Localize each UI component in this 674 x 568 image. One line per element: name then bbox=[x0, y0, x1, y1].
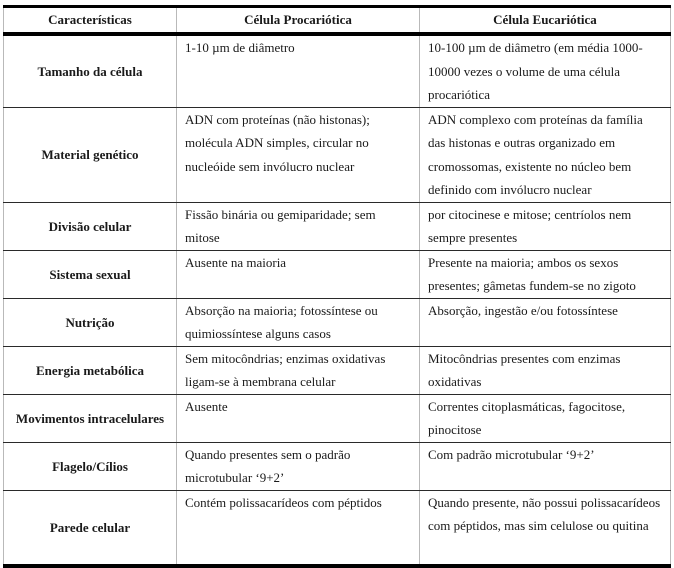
table-row bbox=[4, 442, 671, 490]
feature-cell bbox=[4, 298, 177, 346]
feature-label: Parede celular bbox=[49, 519, 131, 535]
feature-cell bbox=[4, 107, 177, 202]
eukaryotic-cell bbox=[420, 298, 671, 346]
prokaryotic-cell bbox=[177, 298, 420, 346]
prokaryotic-cell bbox=[177, 442, 420, 490]
table-row bbox=[4, 202, 671, 250]
prokaryotic-text: ADN com proteínas (não histonas); molécula ADN simples, circular no nucleóide sem invólucro nuclear bbox=[185, 111, 370, 174]
comparison-table bbox=[3, 5, 671, 568]
eukaryotic-cell bbox=[420, 107, 671, 202]
eukaryotic-text: Absorção, ingestão e/ou fotossíntese bbox=[428, 302, 618, 318]
header-eukaryotic: Célula Eucariótica bbox=[420, 7, 671, 35]
table-row bbox=[4, 107, 671, 202]
table-row bbox=[4, 34, 671, 107]
feature-label: Sistema sexual bbox=[49, 266, 131, 282]
eukaryotic-cell bbox=[420, 202, 671, 250]
table-row bbox=[4, 298, 671, 346]
table-row bbox=[4, 346, 671, 394]
header-prokaryotic: Célula Procariótica bbox=[177, 7, 420, 35]
feature-label: Flagelo/Cílios bbox=[52, 458, 128, 474]
prokaryotic-cell bbox=[177, 490, 420, 566]
eukaryotic-text: ADN complexo com proteínas da família das histonas e outras organizado em cromossomas, existente no núcleo bem definido com invólucro nuclear bbox=[428, 111, 643, 197]
prokaryotic-text: 1-10 µm de diâmetro bbox=[185, 40, 295, 55]
eukaryotic-text: Mitocôndrias presentes com enzimas oxidativas bbox=[428, 350, 621, 389]
feature-cell bbox=[4, 346, 177, 394]
prokaryotic-cell bbox=[177, 202, 420, 250]
feature-label: Nutrição bbox=[65, 314, 115, 330]
prokaryotic-text: Fissão binária ou gemiparidade; sem mitose bbox=[185, 206, 376, 245]
feature-cell bbox=[4, 394, 177, 442]
feature-label: Tamanho da célula bbox=[37, 63, 143, 79]
eukaryotic-text: por citocinese e mitose; centríolos nem sempre presentes bbox=[428, 206, 632, 245]
prokaryotic-text: Ausente na maioria bbox=[185, 254, 287, 270]
feature-cell bbox=[4, 490, 177, 566]
eukaryotic-text: Quando presente, não possui polissacarídeos com péptidos, mas sim celulose ou quitina bbox=[428, 494, 661, 533]
feature-label: Material genético bbox=[41, 147, 139, 162]
prokaryotic-cell bbox=[177, 107, 420, 202]
feature-label: Divisão celular bbox=[48, 218, 132, 234]
eukaryotic-text: Presente na maioria; ambos os sexos presentes; gâmetas fundem-se no zigoto bbox=[428, 254, 636, 293]
eukaryotic-cell bbox=[420, 490, 671, 566]
eukaryotic-text: Com padrão microtubular ‘9+2’ bbox=[428, 446, 595, 462]
eukaryotic-cell bbox=[420, 250, 671, 298]
table-row bbox=[4, 490, 671, 566]
prokaryotic-cell bbox=[177, 394, 420, 442]
prokaryotic-cell bbox=[177, 250, 420, 298]
header-row bbox=[4, 7, 671, 35]
table-row bbox=[4, 394, 671, 442]
prokaryotic-text: Ausente bbox=[185, 398, 228, 414]
prokaryotic-text: Sem mitocôndrias; enzimas oxidativas ligam-se à membrana celular bbox=[185, 350, 386, 389]
eukaryotic-cell bbox=[420, 34, 671, 107]
table-row bbox=[4, 250, 671, 298]
eukaryotic-cell bbox=[420, 346, 671, 394]
prokaryotic-text: Quando presentes sem o padrão microtubular ‘9+2’ bbox=[185, 446, 351, 485]
feature-cell bbox=[4, 202, 177, 250]
eukaryotic-cell bbox=[420, 394, 671, 442]
prokaryotic-text: Absorção na maioria; fotossíntese ou quimiossíntese alguns casos bbox=[185, 302, 378, 341]
prokaryotic-cell bbox=[177, 34, 420, 107]
feature-cell bbox=[4, 250, 177, 298]
eukaryotic-text: Correntes citoplasmáticas, fagocitose, pinocitose bbox=[428, 398, 626, 437]
feature-cell bbox=[4, 34, 177, 107]
feature-label: Movimentos intracelulares bbox=[15, 410, 165, 426]
feature-cell bbox=[4, 442, 177, 490]
prokaryotic-text: Contém polissacarídeos com péptidos bbox=[185, 494, 382, 510]
header-characteristics: Características bbox=[4, 7, 177, 35]
eukaryotic-text: 10-100 µm de diâmetro (em média 1000-10000 vezes o volume de uma célula procariótica bbox=[428, 40, 643, 102]
prokaryotic-cell bbox=[177, 346, 420, 394]
eukaryotic-cell bbox=[420, 442, 671, 490]
feature-label: Energia metabólica bbox=[36, 362, 144, 378]
